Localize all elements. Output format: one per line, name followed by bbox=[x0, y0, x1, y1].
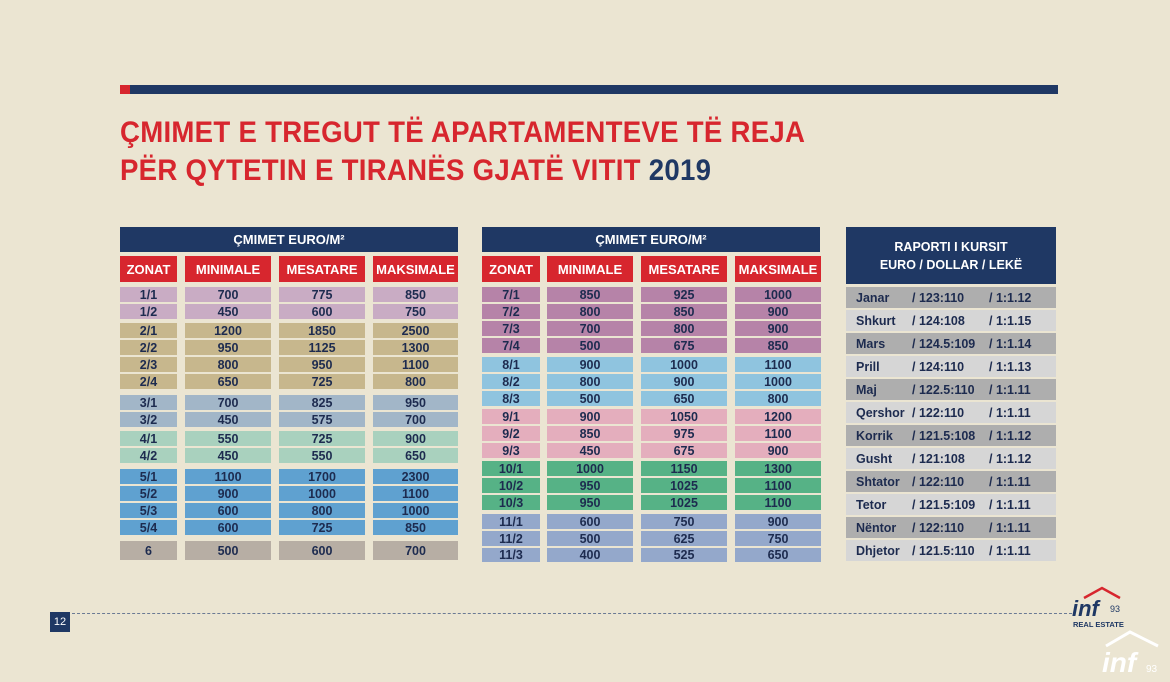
exchange-rate-row bbox=[846, 517, 1056, 538]
rate-dollar-lek: / 1:1.11 bbox=[989, 382, 1031, 397]
rate-euro-dollar: / 122:110 bbox=[912, 474, 965, 489]
table-cell-min: 800 bbox=[185, 357, 271, 372]
rate-month: Shkurt bbox=[856, 313, 896, 328]
table-cell-zone: 2/4 bbox=[120, 374, 177, 389]
table-cell-min: 700 bbox=[547, 321, 633, 336]
table-cell-avg: 950 bbox=[279, 357, 365, 372]
footer-divider bbox=[72, 613, 1072, 614]
table-cell-min: 900 bbox=[547, 357, 633, 372]
watermark-inf-text: inf bbox=[1102, 647, 1137, 678]
table-cell-max: 1000 bbox=[373, 503, 458, 518]
table-cell-max: 1100 bbox=[735, 357, 821, 372]
col-max-header: MAKSIMALE bbox=[373, 256, 458, 282]
table-cell-min: 450 bbox=[185, 304, 271, 319]
table-cell-min: 700 bbox=[185, 395, 271, 410]
exchange-rate-row bbox=[846, 425, 1056, 446]
rate-month: Shtator bbox=[856, 474, 900, 489]
rate-dollar-lek: / 1:1.12 bbox=[989, 451, 1032, 466]
table-cell-avg: 800 bbox=[279, 503, 365, 518]
rate-dollar-lek: / 1:1.14 bbox=[989, 336, 1032, 351]
table-cell-min: 400 bbox=[547, 548, 633, 562]
table-cell-min: 600 bbox=[185, 520, 271, 535]
rate-month: Gusht bbox=[856, 451, 893, 466]
table-cell-max: 1000 bbox=[735, 287, 821, 302]
table-cell-min: 500 bbox=[547, 338, 633, 353]
rate-month: Dhjetor bbox=[856, 543, 900, 558]
exchange-rate-row bbox=[846, 471, 1056, 492]
table-cell-max: 750 bbox=[373, 304, 458, 319]
table-cell-avg: 625 bbox=[641, 531, 727, 546]
table-cell-min: 950 bbox=[547, 495, 633, 510]
table-cell-avg: 1000 bbox=[279, 486, 365, 501]
table-cell-avg: 1850 bbox=[279, 323, 365, 338]
table-cell-zone: 2/1 bbox=[120, 323, 177, 338]
logo-inf-text: inf bbox=[1072, 596, 1099, 621]
table-cell-zone: 5/2 bbox=[120, 486, 177, 501]
table-cell-avg: 675 bbox=[641, 338, 727, 353]
rate-euro-dollar: / 122.5:110 bbox=[912, 382, 975, 397]
rate-euro-dollar: / 121.5:108 bbox=[912, 428, 976, 443]
exchange-rate-header-line-2: EURO / DOLLAR / LEKË bbox=[879, 257, 1023, 272]
table-cell-max: 1100 bbox=[735, 426, 821, 441]
table-cell-zone: 9/2 bbox=[482, 426, 540, 441]
title-line-2 bbox=[120, 152, 805, 190]
rate-dollar-lek: / 1:1.11 bbox=[989, 474, 1031, 489]
table-cell-max: 2300 bbox=[373, 469, 458, 484]
table-cell-zone: 10/2 bbox=[482, 478, 540, 493]
table-cell-min: 500 bbox=[185, 541, 271, 560]
table-cell-zone: 1/2 bbox=[120, 304, 177, 319]
table-cell-min: 950 bbox=[547, 478, 633, 493]
table-cell-zone: 8/2 bbox=[482, 374, 540, 389]
table-cell-zone: 7/1 bbox=[482, 287, 540, 302]
table-cell-zone: 2/3 bbox=[120, 357, 177, 372]
table-cell-min: 900 bbox=[547, 409, 633, 424]
table-cell-avg: 775 bbox=[279, 287, 365, 302]
table-cell-max: 800 bbox=[735, 391, 821, 406]
table-cell-max: 900 bbox=[735, 304, 821, 319]
exchange-rate-row bbox=[846, 379, 1056, 400]
table-cell-zone: 10/3 bbox=[482, 495, 540, 510]
rate-dollar-lek: / 1:1.12 bbox=[989, 428, 1032, 443]
table-cell-zone: 4/2 bbox=[120, 448, 177, 463]
table-cell-avg: 975 bbox=[641, 426, 727, 441]
table-cell-avg: 1000 bbox=[641, 357, 727, 372]
table-cell-avg: 675 bbox=[641, 443, 727, 458]
rate-dollar-lek: / 1:1.11 bbox=[989, 543, 1031, 558]
table-cell-avg: 600 bbox=[279, 304, 365, 319]
table-cell-min: 800 bbox=[547, 374, 633, 389]
table-cell-avg: 800 bbox=[641, 321, 727, 336]
rate-month: Prill bbox=[856, 359, 880, 374]
table-cell-zone: 9/3 bbox=[482, 443, 540, 458]
table-cell-max: 1100 bbox=[373, 357, 458, 372]
watermark-roof-icon bbox=[1106, 632, 1158, 646]
rate-month: Qershor bbox=[856, 405, 905, 420]
table-cell-avg: 600 bbox=[279, 541, 365, 560]
table-cell-avg: 725 bbox=[279, 520, 365, 535]
table-cell-zone: 8/1 bbox=[482, 357, 540, 372]
rate-month: Nëntor bbox=[856, 520, 897, 535]
exchange-rate-row bbox=[846, 287, 1056, 308]
col-avg-header: MESATARE bbox=[279, 256, 365, 282]
table-cell-avg: 575 bbox=[279, 412, 365, 427]
rate-month: Tetor bbox=[856, 497, 887, 512]
table-cell-zone: 1/1 bbox=[120, 287, 177, 302]
rate-euro-dollar: / 122:110 bbox=[912, 520, 965, 535]
table-cell-min: 950 bbox=[185, 340, 271, 355]
table-cell-min: 850 bbox=[547, 287, 633, 302]
inf93-logo bbox=[1070, 586, 1126, 630]
table-cell-avg: 750 bbox=[641, 514, 727, 529]
table-cell-max: 950 bbox=[373, 395, 458, 410]
table-cell-zone: 2/2 bbox=[120, 340, 177, 355]
table-cell-avg: 850 bbox=[641, 304, 727, 319]
table-cell-avg: 900 bbox=[641, 374, 727, 389]
table-cell-min: 1200 bbox=[185, 323, 271, 338]
rate-euro-dollar: / 122:110 bbox=[912, 405, 965, 420]
rate-euro-dollar: / 124:108 bbox=[912, 313, 965, 328]
table-cell-avg: 1025 bbox=[641, 495, 727, 510]
table-cell-zone: 5/3 bbox=[120, 503, 177, 518]
rate-euro-dollar: / 124.5:109 bbox=[912, 336, 976, 351]
table-cell-min: 700 bbox=[185, 287, 271, 302]
table-cell-max: 1100 bbox=[735, 495, 821, 510]
table-cell-zone: 7/3 bbox=[482, 321, 540, 336]
table-cell-zone: 4/1 bbox=[120, 431, 177, 446]
table-cell-zone: 5/4 bbox=[120, 520, 177, 535]
exchange-rate-row bbox=[846, 494, 1056, 515]
table-cell-avg: 525 bbox=[641, 548, 727, 562]
table-cell-zone: 8/3 bbox=[482, 391, 540, 406]
table-cell-max: 850 bbox=[373, 287, 458, 302]
table-cell-avg: 650 bbox=[641, 391, 727, 406]
col-zone-header: ZONAT bbox=[120, 256, 177, 282]
table-cell-min: 600 bbox=[185, 503, 271, 518]
table-cell-zone: 3/1 bbox=[120, 395, 177, 410]
table-cell-min: 450 bbox=[185, 412, 271, 427]
page-number: 12 bbox=[50, 612, 70, 632]
rate-dollar-lek: / 1:1.11 bbox=[989, 497, 1031, 512]
table-cell-zone: 7/4 bbox=[482, 338, 540, 353]
exchange-rate-row bbox=[846, 448, 1056, 469]
rate-month: Janar bbox=[856, 290, 890, 305]
table-cell-max: 900 bbox=[735, 321, 821, 336]
table-cell-avg: 1150 bbox=[641, 461, 727, 476]
table-cell-max: 900 bbox=[735, 514, 821, 529]
table-cell-max: 1100 bbox=[373, 486, 458, 501]
col-zone-header: ZONAT bbox=[482, 256, 540, 282]
col-max-header: MAKSIMALE bbox=[735, 256, 821, 282]
table-cell-zone: 9/1 bbox=[482, 409, 540, 424]
rate-dollar-lek: / 1:1.12 bbox=[989, 290, 1032, 305]
title-bar-red-accent bbox=[120, 85, 130, 94]
table-cell-min: 450 bbox=[547, 443, 633, 458]
table-cell-max: 800 bbox=[373, 374, 458, 389]
table-cell-max: 1300 bbox=[735, 461, 821, 476]
table-cell-max: 1100 bbox=[735, 478, 821, 493]
table-cell-zone: 7/2 bbox=[482, 304, 540, 319]
rate-dollar-lek: / 1:1.11 bbox=[989, 520, 1031, 535]
table-cell-avg: 725 bbox=[279, 374, 365, 389]
table-cell-min: 900 bbox=[185, 486, 271, 501]
exchange-rate-row bbox=[846, 540, 1056, 561]
rate-dollar-lek: / 1:1.13 bbox=[989, 359, 1032, 374]
exchange-rate-row bbox=[846, 333, 1056, 354]
table-cell-max: 1300 bbox=[373, 340, 458, 355]
table-header: ÇMIMET EURO/M² bbox=[120, 227, 458, 252]
table-cell-zone: 3/2 bbox=[120, 412, 177, 427]
table-cell-max: 700 bbox=[373, 412, 458, 427]
col-avg-header: MESATARE bbox=[641, 256, 727, 282]
table-cell-avg: 1050 bbox=[641, 409, 727, 424]
rate-euro-dollar: / 121:108 bbox=[912, 451, 965, 466]
col-min-header: MINIMALE bbox=[185, 256, 271, 282]
page-title bbox=[120, 114, 805, 190]
table-cell-zone: 5/1 bbox=[120, 469, 177, 484]
table-cell-max: 1200 bbox=[735, 409, 821, 424]
table-cell-max: 750 bbox=[735, 531, 821, 546]
table-cell-max: 900 bbox=[373, 431, 458, 446]
table-cell-zone: 11/1 bbox=[482, 514, 540, 529]
table-cell-avg: 1025 bbox=[641, 478, 727, 493]
table-cell-min: 550 bbox=[185, 431, 271, 446]
rate-euro-dollar: / 123:110 bbox=[912, 290, 965, 305]
table-cell-max: 650 bbox=[373, 448, 458, 463]
table-cell-zone: 11/3 bbox=[482, 548, 540, 562]
col-min-header: MINIMALE bbox=[547, 256, 633, 282]
rate-euro-dollar: / 121.5:110 bbox=[912, 543, 975, 558]
table-cell-avg: 550 bbox=[279, 448, 365, 463]
inf93-watermark-logo bbox=[1100, 628, 1164, 678]
exchange-rate-row bbox=[846, 402, 1056, 423]
title-bar-navy bbox=[130, 85, 1058, 94]
table-cell-max: 900 bbox=[735, 443, 821, 458]
logo-number-text: 93 bbox=[1110, 604, 1121, 614]
table-cell-max: 700 bbox=[373, 541, 458, 560]
table-cell-min: 850 bbox=[547, 426, 633, 441]
rate-month: Mars bbox=[856, 336, 886, 351]
table-cell-min: 450 bbox=[185, 448, 271, 463]
table-cell-max: 650 bbox=[735, 548, 821, 562]
table-cell-min: 1000 bbox=[547, 461, 633, 476]
table-cell-zone: 6 bbox=[120, 541, 177, 560]
table-cell-avg: 925 bbox=[641, 287, 727, 302]
exchange-rate-row bbox=[846, 356, 1056, 377]
table-cell-zone: 11/2 bbox=[482, 531, 540, 546]
table-cell-min: 600 bbox=[547, 514, 633, 529]
rate-dollar-lek: / 1:1.11 bbox=[989, 405, 1031, 420]
exchange-rate-header bbox=[846, 227, 1056, 284]
table-cell-avg: 825 bbox=[279, 395, 365, 410]
title-line-1: ÇMIMET E TREGUT TË APARTAMENTEVE TË REJA bbox=[120, 116, 806, 149]
table-header: ÇMIMET EURO/M² bbox=[482, 227, 820, 252]
rate-month: Korrik bbox=[856, 428, 893, 443]
table-cell-min: 800 bbox=[547, 304, 633, 319]
title-line-2-text: PËR QYTETIN E TIRANËS GJATË VITIT bbox=[120, 154, 641, 187]
table-cell-min: 500 bbox=[547, 531, 633, 546]
table-cell-avg: 725 bbox=[279, 431, 365, 446]
table-cell-max: 850 bbox=[373, 520, 458, 535]
table-cell-max: 1000 bbox=[735, 374, 821, 389]
exchange-rate-row bbox=[846, 310, 1056, 331]
table-cell-min: 500 bbox=[547, 391, 633, 406]
table-cell-max: 2500 bbox=[373, 323, 458, 338]
table-cell-avg: 1125 bbox=[279, 340, 365, 355]
rate-euro-dollar: / 121.5:109 bbox=[912, 497, 976, 512]
table-cell-zone: 10/1 bbox=[482, 461, 540, 476]
table-cell-min: 1100 bbox=[185, 469, 271, 484]
logo-subtitle-text: REAL ESTATE bbox=[1073, 620, 1124, 629]
rate-dollar-lek: / 1:1.15 bbox=[989, 313, 1032, 328]
table-cell-avg: 1700 bbox=[279, 469, 365, 484]
title-year: 2019 bbox=[648, 154, 712, 187]
watermark-number-text: 93 bbox=[1146, 664, 1158, 675]
rate-month: Maj bbox=[856, 382, 877, 397]
exchange-rate-header-line-1: RAPORTI I KURSIT bbox=[894, 239, 1008, 254]
table-cell-max: 850 bbox=[735, 338, 821, 353]
table-cell-min: 650 bbox=[185, 374, 271, 389]
rate-euro-dollar: / 124:110 bbox=[912, 359, 965, 374]
